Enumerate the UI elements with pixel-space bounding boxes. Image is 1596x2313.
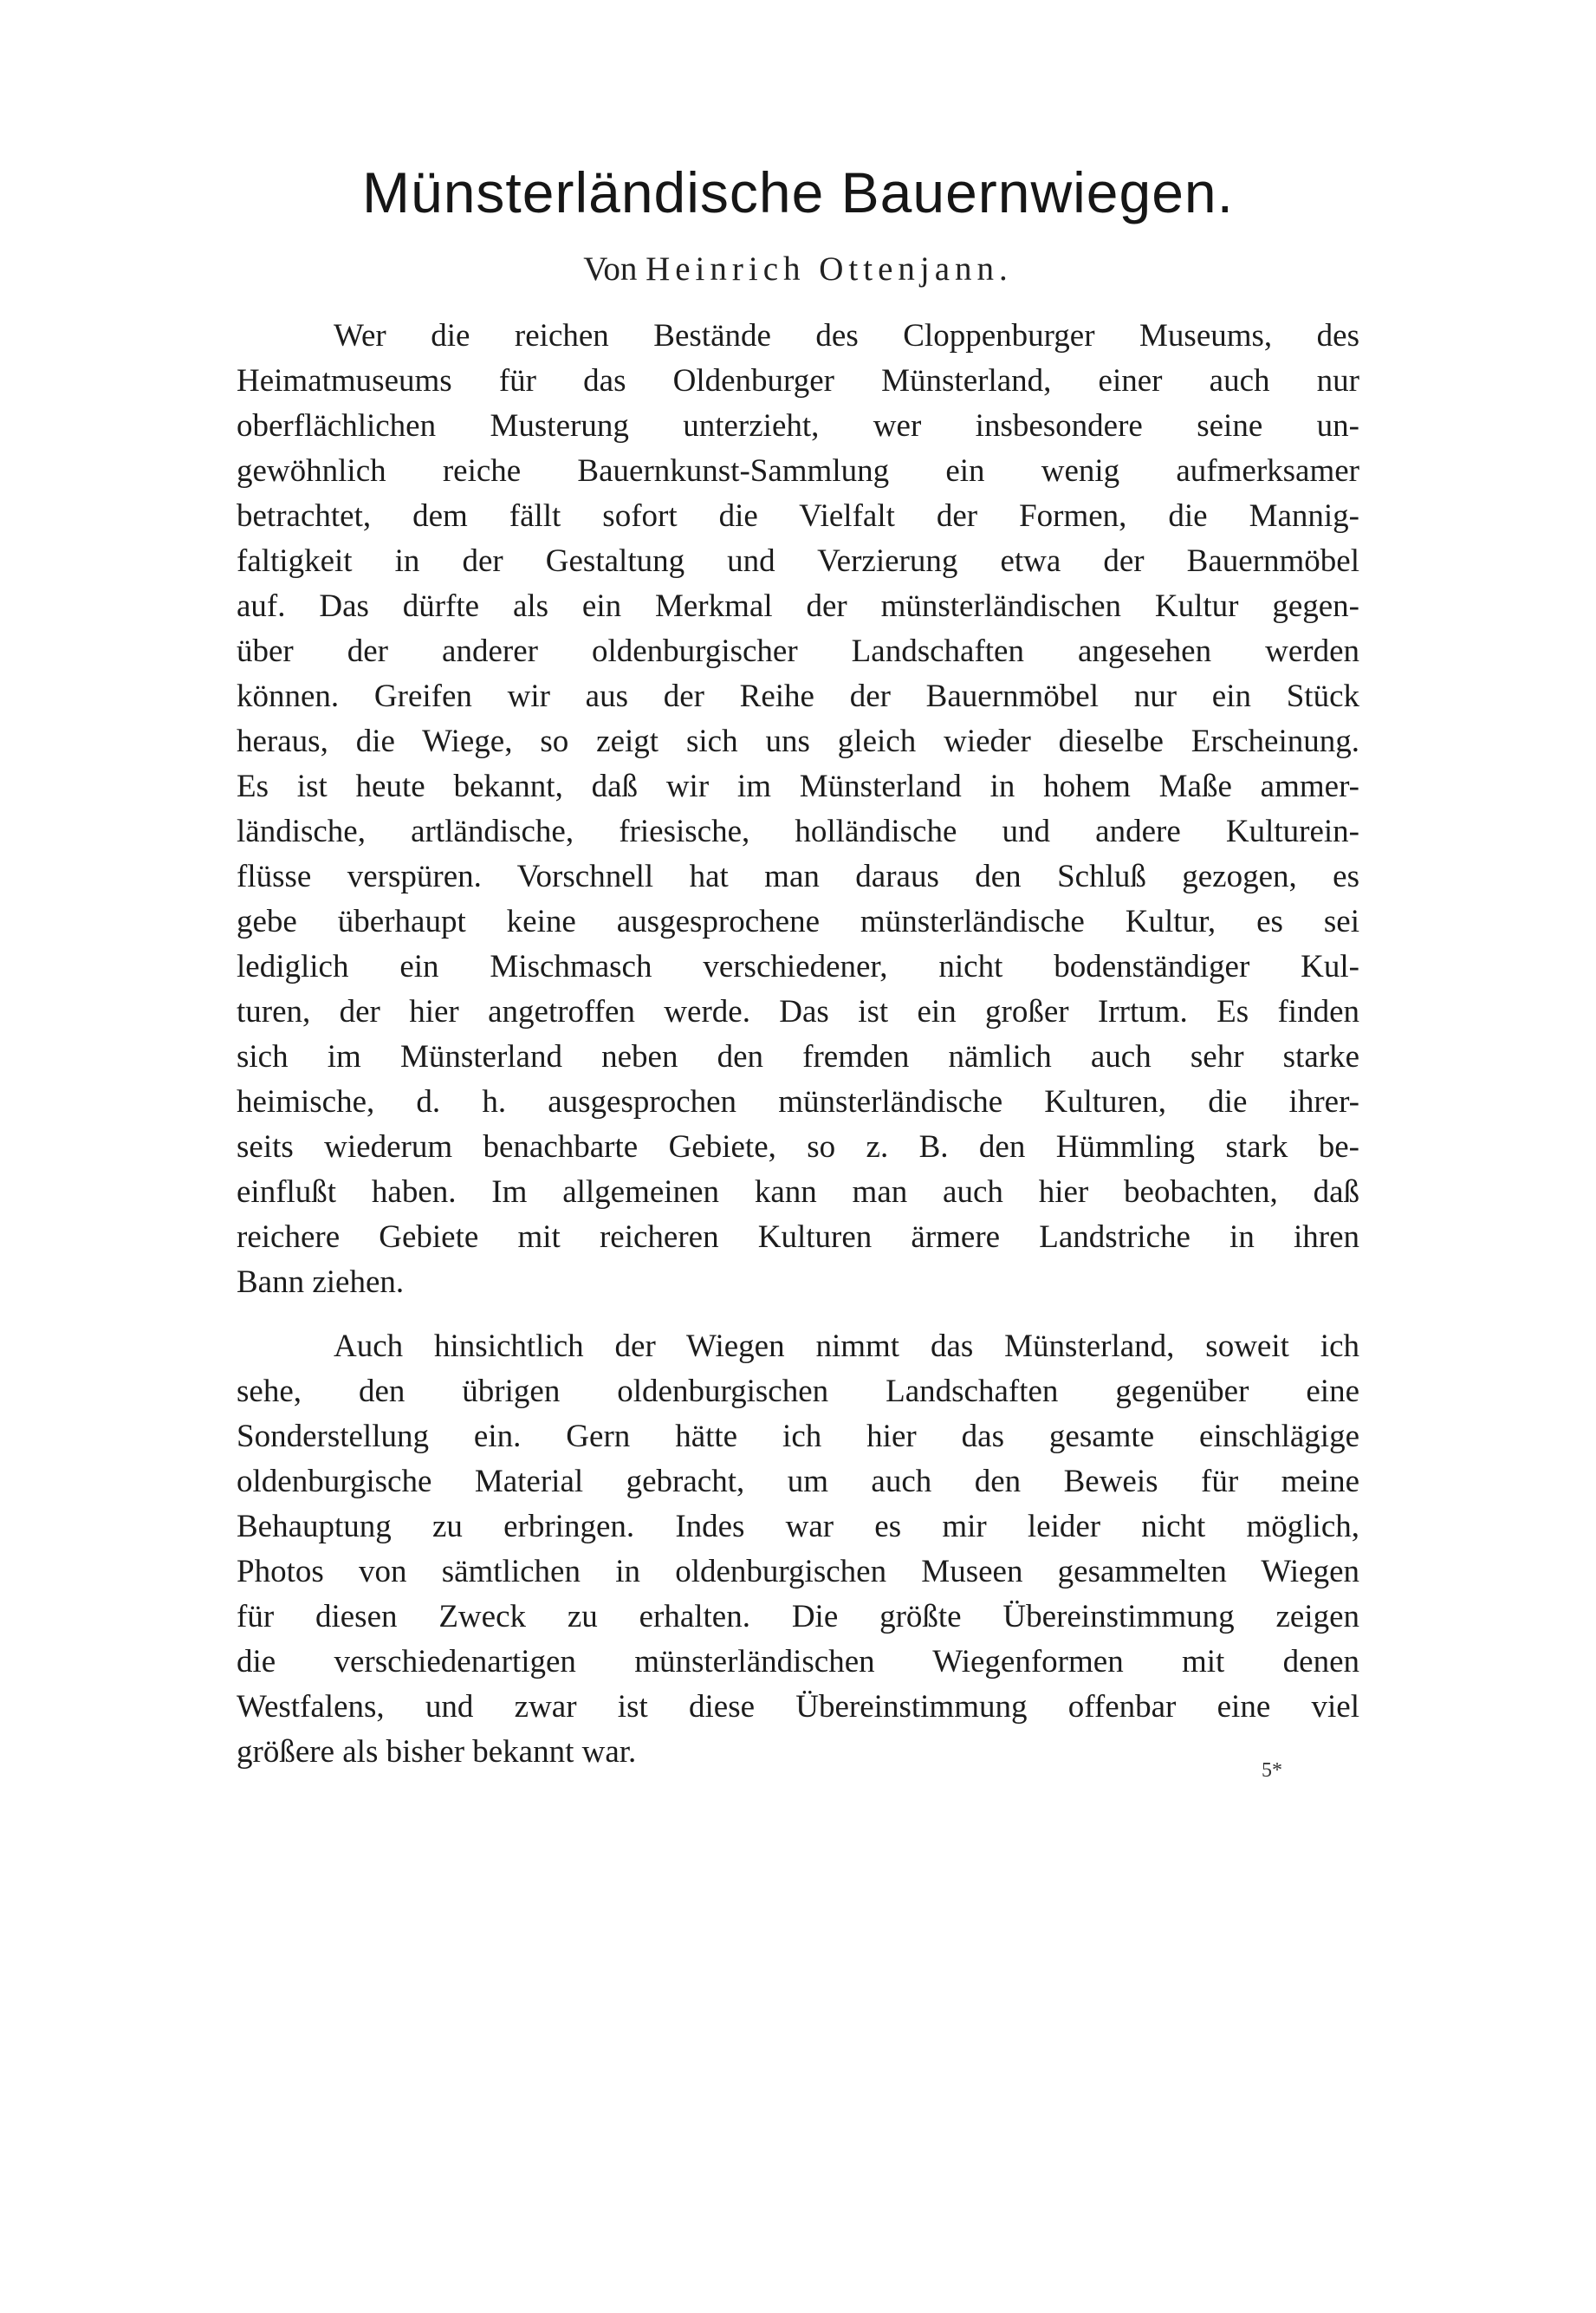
text-line: Heimatmuseums für das Oldenburger Münsterland, einer auch nur	[237, 363, 1359, 399]
text-line: für diesen Zweck zu erhalten. Die größte Übereinstimmung zeigen	[237, 1599, 1359, 1634]
text-line: Behauptung zu erbringen. Indes war es mir leider nicht möglich,	[237, 1509, 1359, 1544]
text-line: turen, der hier angetroffen werde. Das ist ein großer Irrtum. Es finden	[237, 994, 1359, 1030]
text-line: lediglich ein Mischmasch verschiedener, nicht bodenständiger Kul-	[237, 949, 1359, 984]
text-line: einflußt haben. Im allgemeinen kann man auch hier beobachten, daß	[237, 1174, 1359, 1210]
text-line: Photos von sämtlichen in oldenburgischen Museen gesammelten Wiegen	[237, 1554, 1359, 1589]
article-title: Münsterländische Bauernwiegen.	[362, 160, 1234, 224]
text-line: oberflächlichen Musterung unterzieht, wer insbesondere seine un-	[237, 408, 1359, 444]
text-line: seits wiederum benachbarte Gebiete, so z. B. den Hümmling stark be-	[237, 1129, 1359, 1165]
text-line: größere als bisher bekannt war.	[237, 1734, 637, 1770]
text-line: ländische, artländische, friesische, holländische und andere Kulturein-	[237, 814, 1359, 849]
text-line: reichere Gebiete mit reicheren Kulturen ärmere Landstriche in ihren	[237, 1219, 1359, 1255]
text-line: Bann ziehen.	[237, 1264, 405, 1300]
text-line: betrachtet, dem fällt sofort die Vielfalt der Formen, die Mannig-	[237, 498, 1359, 534]
text-line: sich im Münsterland neben den fremden nämlich auch sehr starke	[237, 1039, 1359, 1075]
text-line: oldenburgische Material gebracht, um auch den Beweis für meine	[237, 1464, 1359, 1499]
author-name: Heinrich Ottenjann.	[646, 250, 1013, 288]
text-line: Wer die reichen Bestände des Cloppenburger Museums, des	[334, 318, 1359, 354]
body-text	[237, 314, 1359, 1775]
paragraph-2	[237, 1324, 1359, 1775]
text-line: über der anderer oldenburgischer Landschaften angesehen werden	[237, 633, 1359, 669]
text-line: die verschiedenartigen münsterländischen Wiegenformen mit denen	[237, 1644, 1359, 1680]
text-line: gebe überhaupt keine ausgesprochene münsterländische Kultur, es sei	[237, 904, 1359, 939]
text-line: Auch hinsichtlich der Wiegen nimmt das Münsterland, soweit ich	[334, 1329, 1359, 1364]
byline-prefix: Von	[583, 250, 638, 288]
text-line: Es ist heute bekannt, daß wir im Münsterland in hohem Maße ammer-	[237, 769, 1359, 804]
text-line: faltigkeit in der Gestaltung und Verzierung etwa der Bauernmöbel	[237, 543, 1359, 579]
paragraph-1	[237, 314, 1359, 1305]
text-line: heimische, d. h. ausgesprochen münsterländische Kulturen, die ihrer-	[237, 1084, 1359, 1120]
text-line: gewöhnlich reiche Bauernkunst-Sammlung ein wenig aufmerksamer	[237, 453, 1359, 489]
text-line: Sonderstellung ein. Gern hätte ich hier das gesamte einschlägige	[237, 1419, 1359, 1454]
text-line: Westfalens, und zwar ist diese Übereinstimmung offenbar eine viel	[237, 1689, 1359, 1725]
text-line: flüsse verspüren. Vorschnell hat man daraus den Schluß gezogen, es	[237, 859, 1359, 894]
text-line: sehe, den übrigen oldenburgischen Landschaften gegenüber eine	[237, 1374, 1359, 1409]
text-line: können. Greifen wir aus der Reihe der Bauernmöbel nur ein Stück	[237, 679, 1359, 714]
byline	[237, 250, 1359, 289]
text-line: heraus, die Wiege, so zeigt sich uns gleich wieder dieselbe Erscheinung.	[237, 724, 1359, 759]
page-number: 5*	[1262, 1759, 1282, 1782]
text-line: auf. Das dürfte als ein Merkmal der münsterländischen Kultur gegen-	[237, 588, 1359, 624]
